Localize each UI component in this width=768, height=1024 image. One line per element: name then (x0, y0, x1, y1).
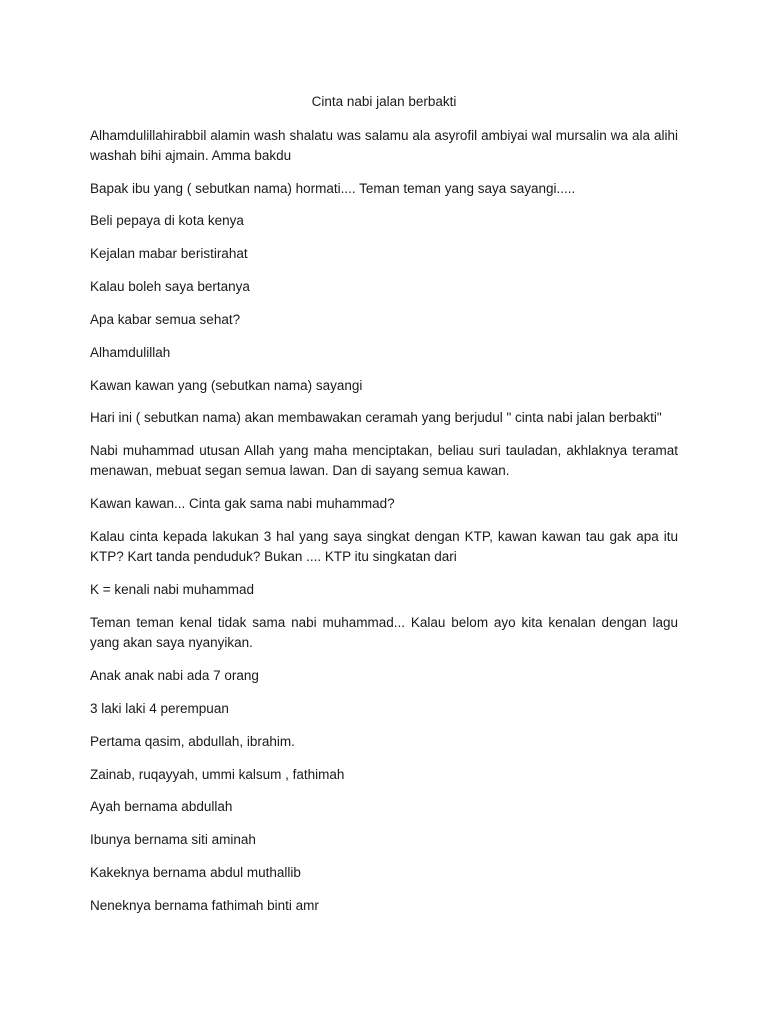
paragraph-song-line-1: Anak anak nabi ada 7 orang (90, 668, 259, 683)
paragraph-song-line-5: Ayah bernama abdullah (90, 799, 233, 814)
paragraph-song-line-3: Pertama qasim, abdullah, ibrahim. (90, 734, 295, 749)
paragraph-song-line-7: Kakeknya bernama abdul muthallib (90, 865, 301, 880)
paragraph-song-intro: Teman teman kenal tidak sama nabi muhammad... Kalau belom ayo kita kenalan dengan lagu yang akan saya nyanyikan. (90, 615, 678, 650)
paragraph-ktp-explanation: Kalau cinta kepada lakukan 3 hal yang saya singkat dengan KTP, kawan kawan tau gak apa itu KTP? Kart tanda penduduk? Bukan .... KTP itu singkatan dari (90, 529, 678, 564)
paragraph-pantun-line-3: Kalau boleh saya bertanya (90, 279, 250, 294)
paragraph-song-line-8: Neneknya bernama fathimah binti amr (90, 898, 319, 913)
paragraph-song-line-4: Zainab, ruqayyah, ummi kalsum , fathimah (90, 767, 345, 782)
paragraph-about-prophet: Nabi muhammad utusan Allah yang maha menciptakan, beliau suri tauladan, akhlaknya teramat menawan, mebuat segan semua lawan. Dan di sayang semua kawan. (90, 443, 678, 478)
paragraph-song-line-6: Ibunya bernama siti aminah (90, 832, 256, 847)
paragraph-alhamdulillah: Alhamdulillah (90, 345, 171, 360)
paragraph-opening-prayer: Alhamdulillahirabbil alamin wash shalatu was salamu ala asyrofil ambiyai wal mursalin wa ala alihi washah bihi ajmain. Amma bakdu (90, 128, 678, 163)
paragraph-pantun-line-4: Apa kabar semua sehat? (90, 312, 241, 327)
paragraph-pantun-line-1: Beli pepaya di kota kenya (90, 213, 244, 228)
paragraph-question: Kawan kawan... Cinta gak sama nabi muhammad? (90, 496, 395, 511)
paragraph-introduction: Hari ini ( sebutkan nama) akan membawakan ceramah yang berjudul " cinta nabi jalan berbakti" (90, 410, 662, 425)
paragraph-song-line-2: 3 laki laki 4 perempuan (90, 701, 229, 716)
paragraph-address-friends: Kawan kawan yang (sebutkan nama) sayangi (90, 378, 363, 393)
paragraph-pantun-line-2: Kejalan mabar beristirahat (90, 246, 248, 261)
paragraph-k-point: K = kenali nabi muhammad (90, 582, 254, 597)
document-title: Cinta nabi jalan berbakti (311, 94, 457, 109)
paragraph-greeting: Bapak ibu yang ( sebutkan nama) hormati.... Teman teman yang saya sayangi..... (90, 181, 576, 196)
